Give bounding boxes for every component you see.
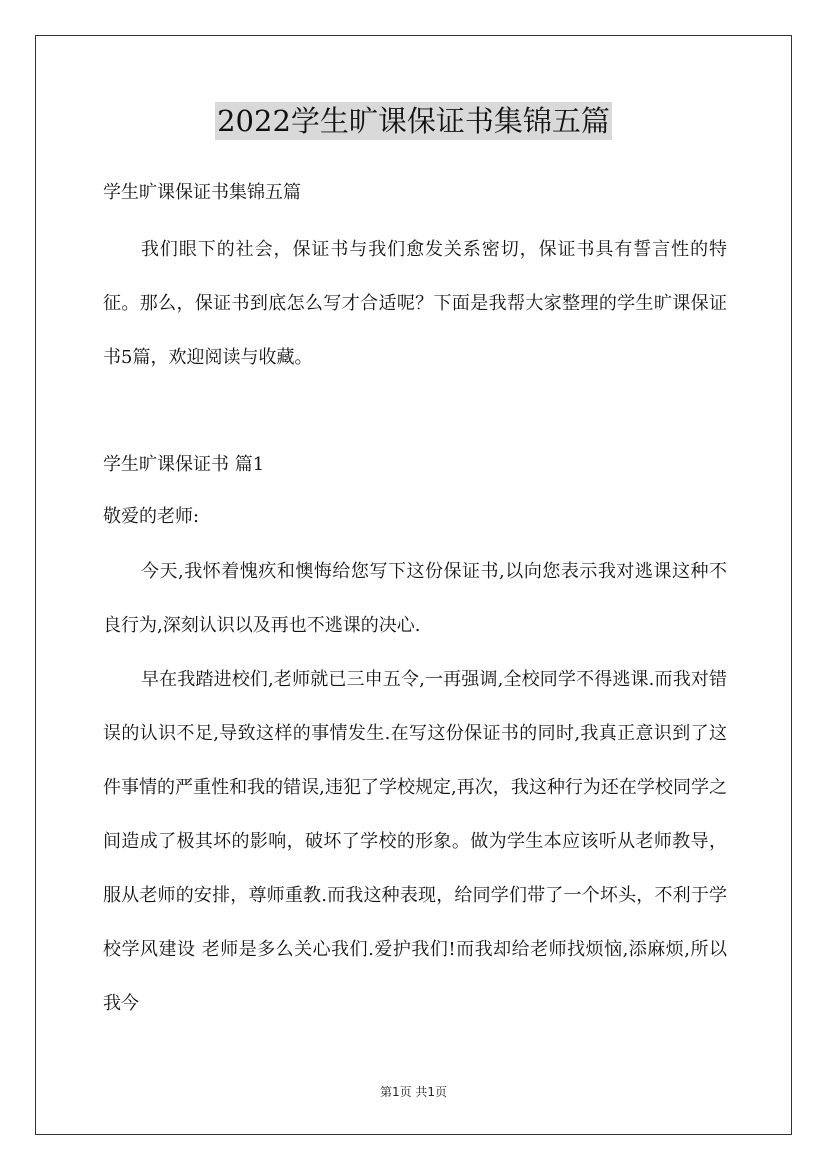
body-paragraph-1: 今天,我怀着愧疚和懊悔给您写下这份保证书,以向您表示我对逃课这种不良行为,深刻认识以及再也不逃课的决心. bbox=[103, 561, 727, 636]
page-footer: 第1页 共1页 bbox=[379, 1085, 448, 1099]
section-heading: 学生旷课保证书 篇1 bbox=[103, 454, 265, 475]
document-subtitle: 学生旷课保证书集锦五篇 bbox=[103, 182, 301, 203]
title-container bbox=[0, 102, 827, 140]
body-paragraph-2: 早在我踏进校们,老师就已三申五令,一再强调,全校同学不得逃课.而我对错误的认识不足,导致这样的事情发生.在写这份保证书的同时,我真正意识到了这件事情的严重性和我的错误,违犯了学校规定,再次，我这种行为还在学校同学之间造成了极其坏的影响，破坏了学校的形象。做为学生本应该听从老师教导，服从老师的安排，尊师重教.而我这种表现，给同学们带了一个坏头，不利于学校学风建设 老师是多么关心我们.爱护我们!而我却给老师找烦恼,添麻烦,所以我今 bbox=[103, 669, 727, 1014]
document-title: 2022学生旷课保证书集锦五篇 bbox=[217, 104, 610, 138]
intro-paragraph: 我们眼下的社会，保证书与我们愈发关系密切，保证书具有誓言性的特征。那么，保证书到底怎么写才合适呢？下面是我帮大家整理的学生旷课保证书5篇，欢迎阅读与收藏。 bbox=[103, 239, 727, 368]
salutation: 敬爱的老师: bbox=[103, 506, 200, 527]
